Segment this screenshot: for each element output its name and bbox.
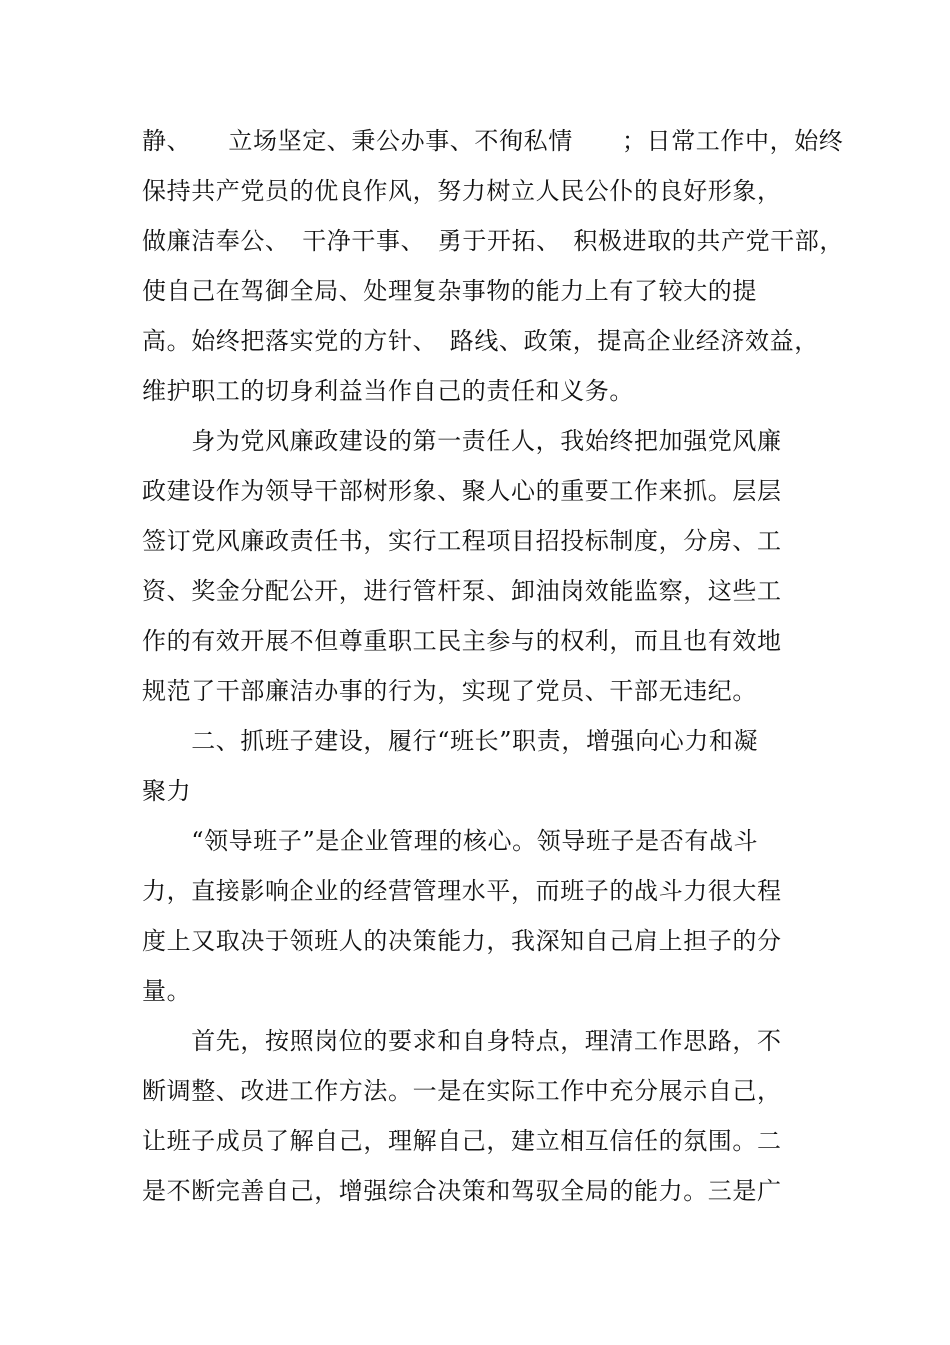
text-line: 资、奖金分配公开，进行管杆泵、卸油岗效能监察，这些工 <box>142 577 782 605</box>
text-line: 维护职工的切身利益当作自己的责任和义务。 <box>142 377 634 405</box>
text-line: 断调整、改进工作方法。一是在实际工作中充分展示自己， <box>142 1077 782 1105</box>
text-line: 度上又取决于领班人的决策能力，我深知自己肩上担子的分 <box>142 927 782 955</box>
text-line: 高。始终把落实党的方针、 路线、政策，提高企业经济效益， <box>142 327 819 355</box>
section-heading-line: 二、抓班子建设，履行“班长”职责，增强向心力和凝 <box>142 727 759 755</box>
text-line: 力，直接影响企业的经营管理水平，而班子的战斗力很大程 <box>142 877 782 905</box>
section-heading-line: 聚力 <box>142 777 192 805</box>
paragraph-start-line: 首先，按照岗位的要求和自身特点，理清工作思路，不 <box>142 1027 782 1055</box>
paragraph-start-line: 身为党风廉政建设的第一责任人，我始终把加强党风廉 <box>142 427 782 455</box>
text-line: 规范了干部廉洁办事的行为，实现了党员、干部无违纪。 <box>142 677 757 705</box>
text-line: 签订党风廉政责任书，实行工程项目招投标制度，分房、工 <box>142 527 782 555</box>
text-line: 使自己在驾御全局、处理复杂事物的能力上有了较大的提 <box>142 277 757 305</box>
text-line: 让班子成员了解自己，理解自己，建立相互信任的氛围。二 <box>142 1127 782 1155</box>
text-line: 做廉洁奉公、 干净干事、 勇于开拓、 积极进取的共产党干部， <box>142 227 844 255</box>
text-line: 是不断完善自己，增强综合决策和驾驭全局的能力。三是广 <box>142 1177 782 1205</box>
text-line: 静、 立场坚定、秉公办事、不徇私情 ；日常工作中，始终 <box>142 127 844 155</box>
text-line: 政建设作为领导干部树形象、聚人心的重要工作来抓。层层 <box>142 477 782 505</box>
text-line: 量。 <box>142 977 192 1005</box>
text-line: 作的有效开展不但尊重职工民主参与的权利，而且也有效地 <box>142 627 782 655</box>
paragraph-start-line: “领导班子”是企业管理的核心。领导班子是否有战斗 <box>142 827 759 855</box>
text-line: 保持共产党员的优良作风，努力树立人民公仆的良好形象， <box>142 177 782 205</box>
